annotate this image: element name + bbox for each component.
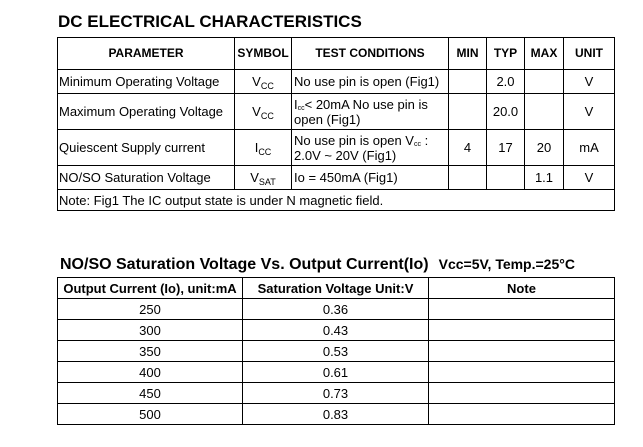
voltage-cell: 0.83 xyxy=(243,404,429,425)
header-parameter: PARAMETER xyxy=(58,38,235,70)
condition-cell: No use pin is open (Fig1) xyxy=(292,70,449,94)
note-cell xyxy=(429,404,615,425)
header-output-current: Output Current (Io), unit:mA xyxy=(58,278,243,299)
header-symbol: SYMBOL xyxy=(235,38,292,70)
table-row xyxy=(58,383,615,404)
min-cell xyxy=(449,166,487,190)
table-row xyxy=(58,404,615,425)
current-cell: 300 xyxy=(58,320,243,341)
header-max: MAX xyxy=(525,38,564,70)
min-cell: 4 xyxy=(449,130,487,166)
parameter-cell: Maximum Operating Voltage xyxy=(58,94,235,130)
current-cell: 400 xyxy=(58,362,243,383)
voltage-cell: 0.53 xyxy=(243,341,429,362)
current-cell: 450 xyxy=(58,383,243,404)
saturation-voltage-table xyxy=(57,277,615,425)
header-saturation-voltage: Saturation Voltage Unit:V xyxy=(243,278,429,299)
symbol-cell: $I_{CC}$ xyxy=(235,130,292,166)
min-cell xyxy=(449,70,487,94)
typ-cell xyxy=(487,166,525,190)
max-cell: 1.1 xyxy=(525,166,564,190)
condition-cell: Io = 450mA (Fig1) xyxy=(292,166,449,190)
table-row xyxy=(58,299,615,320)
typ-cell: 17 xyxy=(487,130,525,166)
voltage-cell: 0.43 xyxy=(243,320,429,341)
condition-cell: $I_{cc}< 20mA$ No use pin is open (Fig1) xyxy=(292,94,449,130)
header-typ: TYP xyxy=(487,38,525,70)
voltage-cell: 0.36 xyxy=(243,299,429,320)
symbol-cell: $V_{SAT}$ xyxy=(235,166,292,190)
current-cell: 250 xyxy=(58,299,243,320)
unit-cell: V xyxy=(564,70,615,94)
symbol-cell: $V_{CC}$ xyxy=(235,94,292,130)
note-cell xyxy=(429,383,615,404)
max-cell: 20 xyxy=(525,130,564,166)
header-min: MIN xyxy=(449,38,487,70)
parameter-cell: NO/SO Saturation Voltage xyxy=(58,166,235,190)
unit-cell: mA xyxy=(564,130,615,166)
table-row xyxy=(58,341,615,362)
section-title: DC ELECTRICAL CHARACTERISTICS xyxy=(58,12,362,31)
typ-cell: 20.0 xyxy=(487,94,525,130)
condition-cell: No use pin is open $V_{cc}$ : 2.0V ~ 20V (Fig1) xyxy=(292,130,449,166)
table-header-row xyxy=(58,38,615,70)
voltage-cell: 0.73 xyxy=(243,383,429,404)
parameter-cell: Quiescent Supply current xyxy=(58,130,235,166)
current-cell: 350 xyxy=(58,341,243,362)
symbol-cell: $V_{CC}$ xyxy=(235,70,292,94)
max-cell xyxy=(525,70,564,94)
note-cell xyxy=(429,299,615,320)
test-conditions-label: Vcc=5V, Temp.=25°C xyxy=(438,256,575,272)
dc-characteristics-table xyxy=(57,37,615,211)
max-cell xyxy=(525,94,564,130)
table-row xyxy=(58,320,615,341)
unit-cell: V xyxy=(564,166,615,190)
unit-cell: V xyxy=(564,94,615,130)
current-cell: 500 xyxy=(58,404,243,425)
parameter-cell: Minimum Operating Voltage xyxy=(58,70,235,94)
voltage-cell: 0.61 xyxy=(243,362,429,383)
table-row xyxy=(58,166,615,190)
header-test-conditions: TEST CONDITIONS xyxy=(292,38,449,70)
note-cell xyxy=(429,320,615,341)
table-row xyxy=(58,130,615,166)
subsection-title: NO/SO Saturation Voltage Vs. Output Current(Io) Vcc=5V, Temp.=25°C xyxy=(60,256,575,273)
table-row xyxy=(58,70,615,94)
note-cell xyxy=(429,362,615,383)
note-text: Note: Fig1 The IC output state is under N magnetic field. xyxy=(58,190,615,211)
typ-cell: 2.0 xyxy=(487,70,525,94)
table-row xyxy=(58,94,615,130)
header-note: Note xyxy=(429,278,615,299)
min-cell xyxy=(449,94,487,130)
note-row xyxy=(58,190,615,211)
table-row xyxy=(58,362,615,383)
table-header-row xyxy=(58,278,615,299)
note-cell xyxy=(429,341,615,362)
header-unit: UNIT xyxy=(564,38,615,70)
